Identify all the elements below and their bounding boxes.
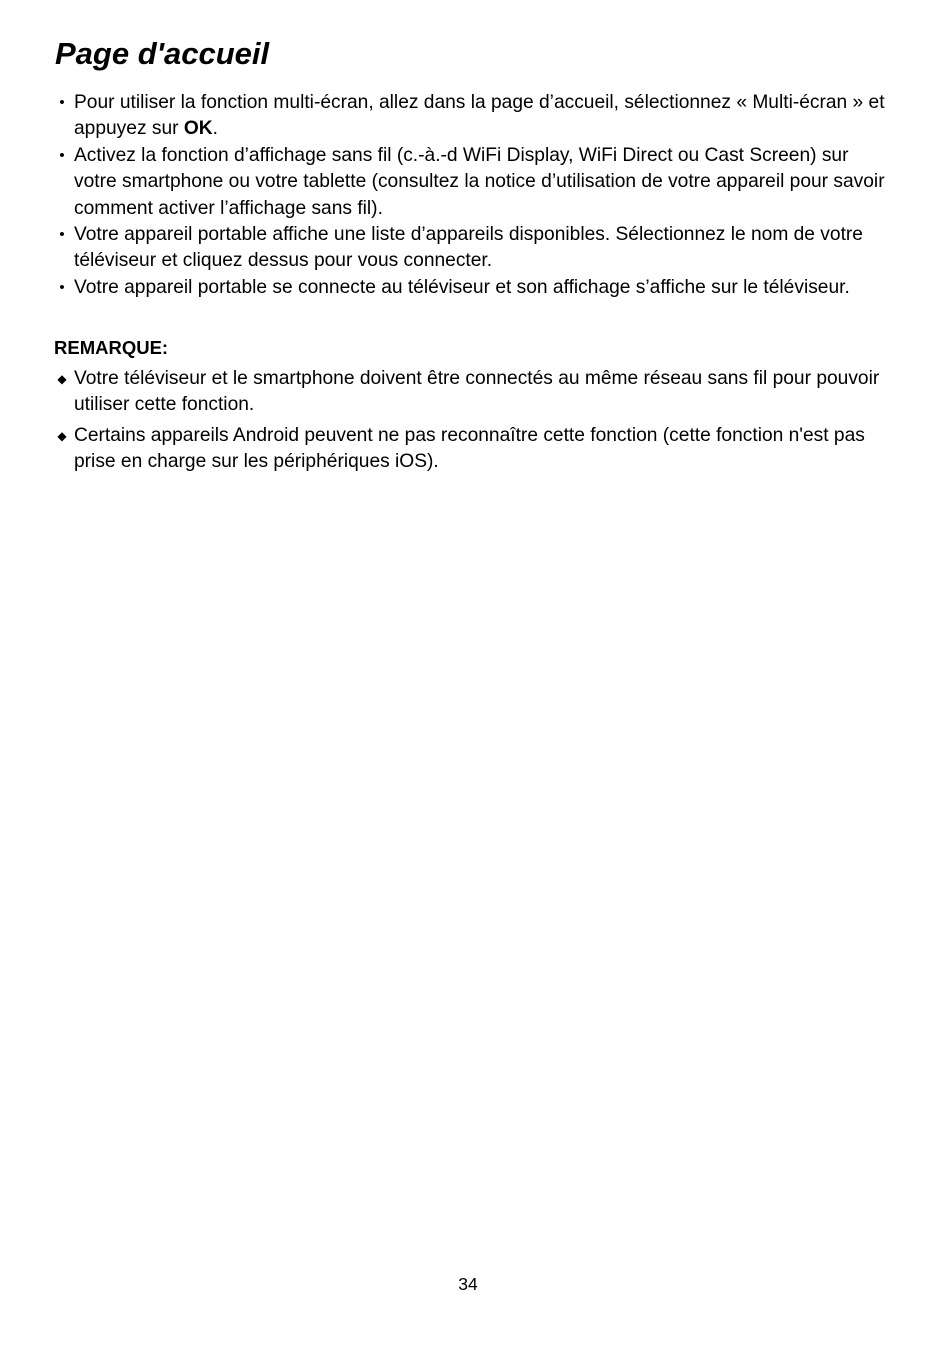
ok-key-label: OK [183, 118, 213, 140]
note-text: Certains appareils Android peuvent ne pas reconnaître cette fonction (cette fonction n'est pas prise en charge sur les périphériques iOS). [74, 425, 865, 472]
instruction-item [52, 90, 892, 143]
instruction-text: Pour utiliser la fonction multi-écran, allez dans la page d’accueil, sélectionnez « Multi-écran » et appuyez sur [74, 92, 885, 140]
instruction-text: Votre appareil portable affiche une liste d’appareils disponibles. Sélectionnez le nom de votre téléviseur et cliquez dessus pour vous connecter. [74, 224, 863, 272]
note-text: Votre téléviseur et le smartphone doivent être connectés au même réseau sans fil pour pouvoir utiliser cette fonction. [74, 368, 880, 415]
bullet-icon: • [59, 226, 65, 244]
instruction-item [52, 275, 892, 301]
instruction-text: Activez la fonction d’affichage sans fil (c.-à.-d WiFi Display, WiFi Direct ou Cast Screen) sur votre smartphone ou votre tablette (consultez la notice d’utilisation de votre appareil pour savoir comment activer l’affichage sans fil). [74, 144, 885, 219]
instruction-item [52, 222, 892, 275]
note-list [52, 366, 892, 480]
instruction-text-end: . [212, 118, 218, 140]
note-heading: REMARQUE: [54, 337, 169, 358]
instruction-text: Votre appareil portable se connecte au téléviseur et son affichage s’affiche sur le téléviseur. [74, 276, 850, 298]
note-item [52, 423, 892, 475]
page-number: 34 [458, 1274, 478, 1294]
bullet-icon: • [59, 146, 65, 164]
bullet-icon: • [59, 278, 65, 296]
note-item [52, 366, 892, 418]
instruction-list [52, 90, 892, 301]
instruction-item [52, 143, 892, 222]
diamond-icon: ◆ [57, 372, 67, 386]
page-title: Page d'accueil [55, 36, 270, 71]
bullet-icon: • [59, 94, 65, 111]
diamond-icon: ◆ [57, 429, 67, 443]
